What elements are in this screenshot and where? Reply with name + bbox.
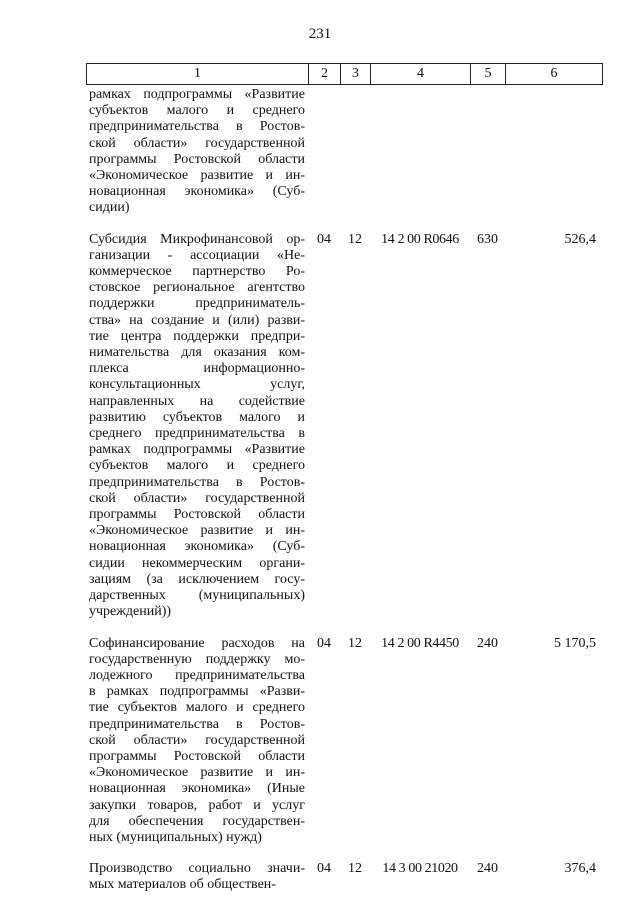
- column-header-table: [86, 63, 603, 85]
- page-number: 231: [308, 26, 332, 42]
- row-target-article: 14 3 00 21020: [382, 861, 458, 877]
- description-line: лодежного предпринимательства: [89, 667, 305, 683]
- budget-table-body: [86, 87, 602, 894]
- description-line: ской области» государственной: [89, 732, 305, 748]
- description-line: Субсидия Микрофинансовой ор-: [89, 231, 305, 247]
- row-amount: 376,4: [564, 861, 596, 877]
- description-line: среднего предпринимательства в: [89, 426, 305, 442]
- column-header-5: 5: [471, 64, 506, 85]
- description-line: субъектов малого и среднего: [89, 458, 305, 474]
- description-line: закупки товаров, работ и услуг: [89, 797, 305, 813]
- description-line: нимательства для оказания ком-: [89, 345, 305, 361]
- description-line: стовское региональное агентство: [89, 280, 305, 296]
- row-subsection-code: 12: [348, 861, 362, 877]
- row-target-article: [370, 87, 470, 217]
- description-line: государственную поддержку мо-: [89, 651, 305, 667]
- column-header-row: [87, 64, 603, 85]
- column-header-1: 1: [87, 64, 309, 85]
- description-line: сидии некоммерческим органи-: [89, 555, 305, 571]
- description-line: предпринимательства в Ростов-: [89, 474, 305, 490]
- description-line: дарственных (муниципальных): [89, 588, 305, 604]
- description-line: ской области» государственной: [89, 490, 305, 506]
- description-line: коммерческое партнерство Ро-: [89, 264, 305, 280]
- description-line: тие центра поддержки предпри-: [89, 328, 305, 344]
- description-line: сидии): [89, 200, 130, 216]
- row-description: [86, 861, 308, 893]
- row-amount: [505, 87, 602, 217]
- description-line: рамках подпрограммы «Развитие: [89, 87, 305, 102]
- description-line: программы Ростовской области: [89, 748, 305, 764]
- description-line: субъектов малого и среднего: [89, 103, 305, 119]
- row-description: [86, 87, 308, 217]
- description-line: «Экономическое развитие и ин-: [89, 523, 305, 539]
- row-expense-type: 240: [477, 635, 498, 651]
- description-line: для обеспечения государствен-: [89, 813, 305, 829]
- description-line: ных (муниципальных) нужд): [89, 829, 262, 845]
- description-line: программы Ростовской области: [89, 507, 305, 523]
- description-line: плекса информационно-: [89, 361, 305, 377]
- description-line: рамках подпрограммы «Развитие: [89, 442, 305, 458]
- table-row: [86, 232, 602, 621]
- description-line: новационная экономика» (Суб-: [89, 539, 305, 555]
- description-line: ганизации - ассоциации «Не-: [89, 247, 305, 263]
- row-subsection-code: 12: [348, 231, 362, 247]
- description-line: предпринимательства в Ростов-: [89, 119, 305, 135]
- row-amount: 526,4: [564, 231, 596, 247]
- description-line: Софинансирование расходов на: [89, 635, 305, 651]
- description-line: в рамках подпрограммы «Разви-: [89, 684, 305, 700]
- description-line: «Экономическое развитие и ин-: [89, 168, 305, 184]
- column-header-6: 6: [506, 64, 603, 85]
- row-expense-type: 240: [477, 861, 498, 877]
- row-target-article: 14 2 00 R0646: [381, 231, 459, 247]
- row-description: [86, 232, 308, 621]
- description-line: новационная экономика» (Суб-: [89, 184, 305, 200]
- row-expense-type: [470, 87, 505, 217]
- description-line: направленных на содействие: [89, 393, 305, 409]
- description-line: консультационных услуг,: [89, 377, 305, 393]
- table-row: [86, 87, 602, 217]
- row-subsection-code: [340, 87, 370, 217]
- row-target-article: 14 2 00 R4450: [381, 635, 459, 651]
- column-header-2: 2: [309, 64, 341, 85]
- row-section-code: [308, 87, 340, 217]
- row-section-code: 04: [317, 231, 331, 247]
- description-line: новационная экономика» (Иные: [89, 781, 305, 797]
- description-line: «Экономическое развитие и ин-: [89, 765, 305, 781]
- description-line: зациям (за исключением госу-: [89, 571, 305, 587]
- description-line: предпринимательства в Ростов-: [89, 716, 305, 732]
- row-subsection-code: 12: [348, 635, 362, 651]
- description-line: мых материалов об обществен-: [89, 877, 276, 893]
- description-line: развитию субъектов малого и: [89, 409, 305, 425]
- row-section-code: 04: [317, 635, 331, 651]
- description-line: учреждений)): [89, 604, 172, 620]
- row-section-code: 04: [317, 861, 331, 877]
- row-amount: 5 170,5: [554, 635, 596, 651]
- row-expense-type: 630: [477, 231, 498, 247]
- table-row: [86, 861, 602, 893]
- description-line: поддержки предприниматель-: [89, 296, 305, 312]
- description-line: ской области» государственной: [89, 135, 305, 151]
- description-line: тие субъектов малого и среднего: [89, 700, 305, 716]
- description-line: программы Ростовской области: [89, 151, 305, 167]
- description-line: ства» на создание и (или) разви-: [89, 312, 305, 328]
- description-line: Производство социально значи-: [89, 861, 305, 877]
- column-header-3: 3: [341, 64, 371, 85]
- table-row: [86, 636, 602, 847]
- column-header-4: 4: [371, 64, 471, 85]
- row-description: [86, 636, 308, 847]
